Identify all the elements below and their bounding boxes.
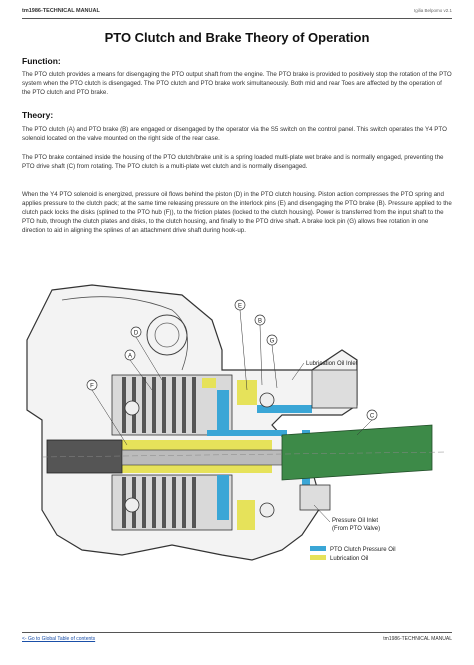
legend-label-pressure: PTO Clutch Pressure Oil [330,547,396,553]
pressure-inlet-label: Pressure Oil Inlet [332,518,379,524]
callout-g: G [269,338,275,345]
callout-f: F [90,383,94,390]
legend-swatch-pressure [310,546,326,551]
theory-paragraph-3: When the Y4 PTO solenoid is energized, pressure oil flows behind the piston (D) in the PTO clutch housing. Piston action compresses the PTO spring and applies pressure to the clutch pack; at the same time releasing pressure on the interlock pins (E) and disengaging the PTO brake (B). Pressure applied to the clutch pack locks the disks (splined to the PTO hub (F)), to the friction plates (locked to the clutch housing). Power is transferred from the input shaft to the PTO hub, through the clutch plates and disks, to the clutch housing, and finally to the PTO drive shaft. A brake lock pin (G) allows free rotation in one direction to aid in aligning the splines of an attachment drive shaft during hook-up. [22,191,452,234]
legend-swatch-lube [310,555,326,560]
pto-cross-section-figure [22,280,452,610]
toc-link[interactable]: <- Go to Global Table of contents [22,636,96,642]
page-title: PTO Clutch and Brake Theory of Operation [104,30,370,45]
theory-heading: Theory: [22,110,54,120]
page-footer [22,632,452,643]
figure-legend [310,546,396,562]
theory-paragraph-2: The PTO brake contained inside the housing of the PTO clutch/brake unit is a spring loaded multi-plate wet brake and is normally engaged, preventing the PTO drive shaft (C) from rotating. The PTO clutch is a multi-plate wet clutch and is normally disengaged. [22,154,444,170]
footer-manual-code: tm1986-TECHNICAL MANUAL [383,636,452,642]
input-shaft [47,440,122,473]
lube-inlet-label: Lubrication Oil Inlet [306,361,358,367]
page-header [22,6,452,19]
function-heading: Function: [22,56,61,66]
callout-b: B [257,318,263,325]
valve-block [312,370,357,408]
header-manual-code: tm1986-TECHNICAL MANUAL [22,8,100,14]
pto-drive-shaft [282,425,432,480]
legend-label-lube: Lubrication Oil [330,556,369,562]
callout-e: E [237,303,243,310]
pressure-inlet-sublabel: (From PTO Valve) [332,526,381,532]
pto-diagram [22,280,452,610]
function-text: The PTO clutch provides a means for disengaging the PTO output shaft from the engine. The PTO brake is provided to positively stop the rotation of the PTO system when the PTO clutch is disengaged. The PTO clutch and PTO brake work simultaneously. Both mid and rear Toes are affected by the operation of the PTO clutch and PTO brake. [22,71,452,96]
callout-d: D [133,330,139,337]
theory-paragraph-1: The PTO clutch (A) and PTO brake (B) are engaged or disengaged by the operator via the S5 switch on the control panel. This switch operates the Y4 PTO solenoid located on the valve mounted on the right side of the rear case. [22,126,447,142]
pto-hub [122,450,282,465]
callout-c: C [369,413,375,420]
header-right-tag: Igilia Belpomo v2.1 [413,8,452,13]
callout-a: A [127,353,133,360]
